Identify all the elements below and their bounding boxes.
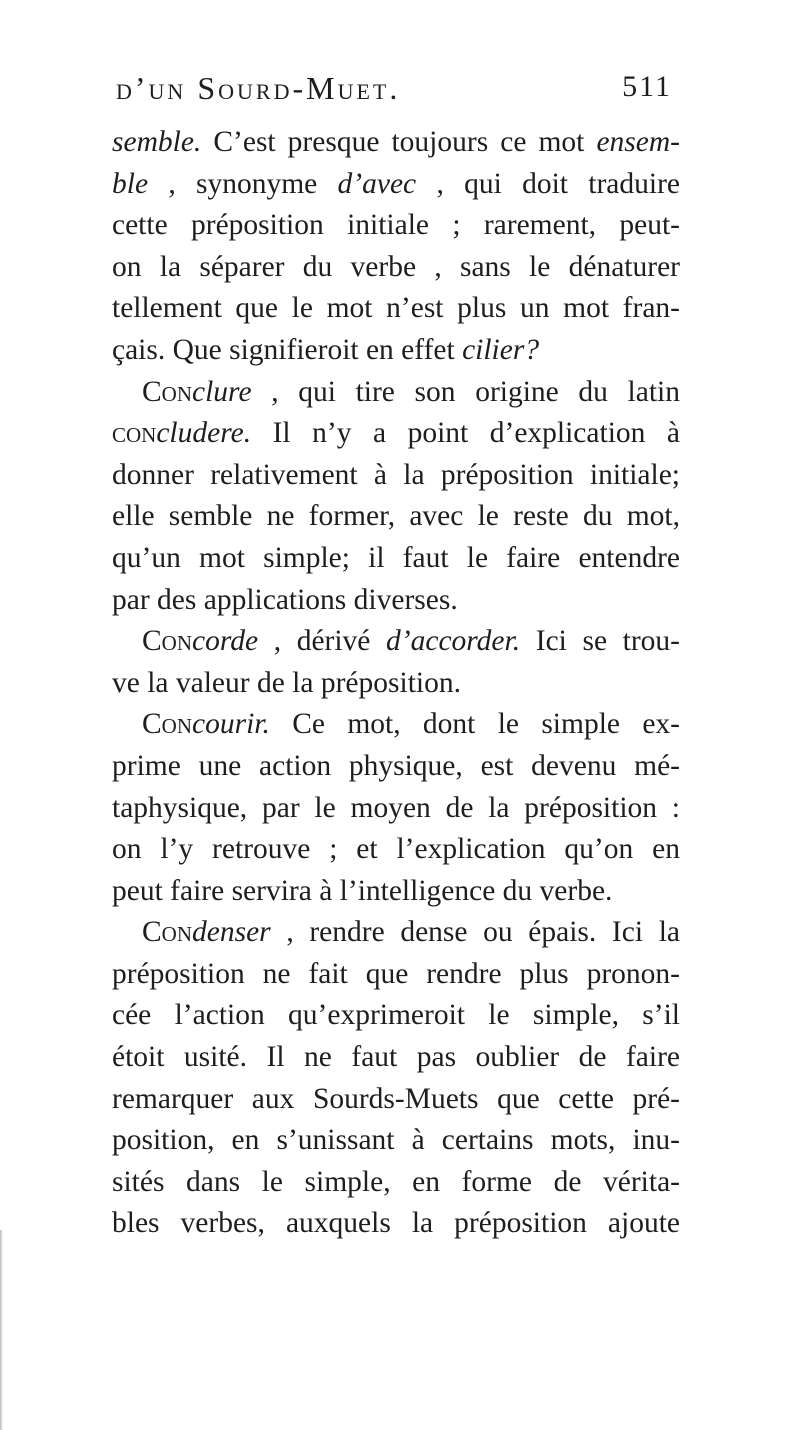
text-line: on la séparer du verbe , sans le dénaturer [112,250,680,283]
text-line: elle semble ne former, avec le reste du mot, [112,500,680,533]
word-italic: corde [192,625,259,658]
word-italic: accorder. [410,625,521,658]
text-line: préposition ne fait que rendre plus pronon- [112,957,680,990]
word-italic: ble [112,167,149,200]
body-text [112,122,680,1245]
running-head-title: d’un Sourd-Muet. [116,70,401,106]
word-italic: cilier? [462,333,540,366]
text-line: tellement que le mot n’est plus un mot fran- [112,292,680,325]
text-line: peut faire servira à l’intelligence du verbe. [112,874,613,907]
text-line: position, en s’unissant à certains mots, inu- [112,1124,680,1157]
prefix-small-caps: Con [142,625,193,658]
text-line: concludere. Il n’y a point d’explication à [112,417,680,450]
word-italic: semble. [112,126,202,158]
prefix-small-caps: con [112,417,157,450]
word-italic: clure [192,375,252,408]
word-italic: ensem- [596,126,680,158]
text-line: bles verbes, auxquels la préposition ajoute [112,1207,680,1240]
text-line: remarquer aux Sourds-Muets que cette pré- [112,1082,680,1115]
text-line: çais. Que signifieroit en effet cilier? [112,333,540,366]
text-line: taphysique, par le moyen de la préposition : [112,791,680,824]
text-line: cée l’action qu’exprimeroit le simple, s’il [112,999,680,1032]
entry-concourir: Concourir. Ce mot, dont le simple ex- [142,708,680,741]
prefix-small-caps: Con [142,708,193,741]
text-line: étoit usité. Il ne faut pas oublier de faire [112,1041,680,1074]
text-line: prime une action physique, est devenu mé- [112,749,680,782]
text-line: donner relativement à la préposition initiale; [112,458,680,491]
text-line: par des applications diverses. [112,583,458,616]
text-line: sités dans le simple, en forme de vérita- [112,1165,680,1198]
entry-concorde: Concorde , dérivé d’accorder. Ici se trou- [142,625,680,658]
word-italic: avec [362,167,417,200]
prefix-small-caps: Con [142,375,193,408]
page-number: 511 [622,70,672,103]
text-line: qu’un mot simple; il faut le faire entendre [112,541,680,574]
text-line: cette préposition initiale ; rarement, peut- [112,209,680,242]
word-italic: cludere. [156,417,252,450]
entry-concluere: Conclure , qui tire son origine du latin [142,375,680,408]
text-line: ve la valeur de la préposition. [112,666,461,699]
page-edge-shadow [0,1230,3,1430]
text-line: on l’y retrouve ; et l’explication qu’on en [112,833,680,866]
prefix-small-caps: Con [142,916,193,949]
text-line: ble , synonyme d’avec , qui doit traduire [112,167,680,200]
word-italic: denser [192,916,271,949]
text-line: semble. C’est presque toujours ce mot ensem- [112,126,680,158]
running-head [116,70,672,110]
word-italic: courir. [192,708,270,741]
entry-condenser: Condenser , rendre dense ou épais. Ici la [142,916,680,949]
